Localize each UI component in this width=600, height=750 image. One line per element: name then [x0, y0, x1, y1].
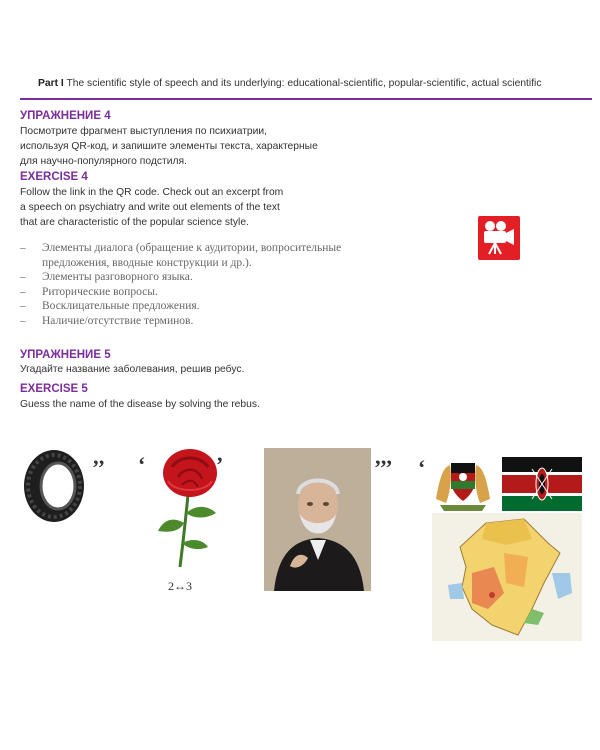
exercise-4-en-heading: EXERCISE 4 — [20, 171, 88, 183]
kenya-map-image — [432, 513, 582, 646]
text-line: Follow the link in the QR code. Check out an excerpt from — [20, 187, 284, 198]
part-title: The scientific style of speech and its underlying: educational-scientific, popular-scientific, actual scientific — [66, 78, 542, 89]
exercise-5-ru-heading: УПРАЖНЕНИЕ 5 — [20, 349, 111, 361]
apostrophe-mark: ’’’ — [374, 455, 393, 480]
apostrophe-mark: ‘ — [418, 455, 426, 480]
video-camera-icon[interactable] — [478, 216, 520, 260]
part-header — [38, 78, 593, 89]
bullet-list — [20, 241, 341, 328]
text-line: Посмотрите фрагмент выступления по психиатрии, — [20, 126, 268, 137]
rose-caption: 2↔3 — [168, 579, 192, 593]
apostrophe-mark: ‘ — [138, 452, 146, 477]
part-label: Part I — [38, 78, 64, 89]
text-line: that are characteristic of the popular science style. — [20, 217, 249, 228]
exercise-4-ru-heading: УПРАЖНЕНИЕ 4 — [20, 110, 111, 122]
list-item: – Элементы диалога (обращение к аудитории, вопросительные — [20, 242, 342, 254]
list-item: – Риторические вопросы. — [20, 285, 158, 298]
coat-of-arms-image — [432, 455, 494, 516]
exercise-4-ru-text — [20, 124, 318, 169]
apostrophe-mark: ’ — [216, 452, 224, 477]
exercise-5-en-text: Guess the name of the disease by solving the rebus. — [20, 399, 260, 410]
text-line: a speech on psychiatry and write out elements of the text — [20, 202, 280, 213]
text-line: для научно-популярного подстиля. — [20, 156, 187, 167]
list-item: – Восклицательные предложения. — [20, 300, 200, 312]
tire-image — [18, 448, 88, 529]
list-item: – Наличие/отсутствие терминов. — [20, 314, 194, 327]
text-line: используя QR-код, и запишите элементы текста, характерные — [20, 141, 318, 152]
exercise-5-en-heading: EXERCISE 5 — [20, 383, 88, 395]
list-item: – Элементы разговорного языка. — [20, 271, 193, 283]
apostrophe-mark: ’’ — [92, 455, 106, 480]
header-divider — [20, 98, 592, 100]
list-item-continuation: предложения, вводные конструкции и др.). — [42, 256, 252, 269]
exercise-4-en-text — [20, 185, 283, 230]
portrait-image — [264, 448, 371, 591]
exercise-5-ru-text: Угадайте название заболевания, решив ребус. — [20, 364, 245, 375]
kenya-flag-image — [502, 457, 582, 516]
